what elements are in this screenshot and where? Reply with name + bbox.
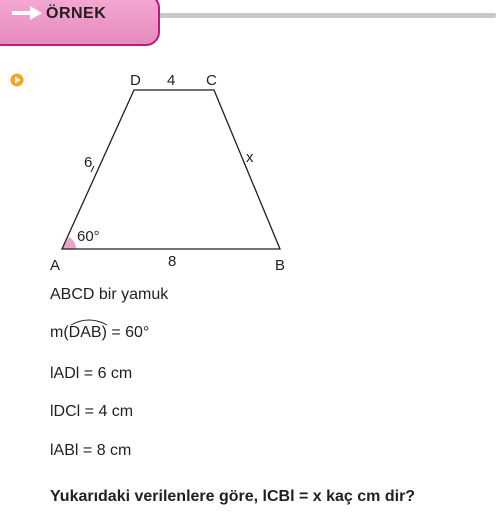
side-dc-label: 4 — [167, 72, 176, 89]
vertex-a-label: A — [50, 257, 61, 274]
vertex-b-label: B — [275, 257, 286, 274]
given-ad: lADl = 6 cm — [50, 365, 133, 382]
example-badge-label: ÖRNEK — [46, 5, 107, 22]
arc-mark — [69, 318, 109, 326]
angle-a-label: 60° — [77, 228, 100, 245]
vertex-d-label: D — [130, 72, 141, 89]
given-angle-suffix: ) = 60° — [101, 324, 150, 341]
given-angle — [50, 325, 149, 341]
given-trapezoid: ABCD bir yamuk — [50, 286, 169, 303]
given-angle-arc — [69, 325, 102, 341]
trapezoid-outline — [62, 90, 280, 249]
vertex-c-label: C — [206, 72, 217, 89]
side-ab-label: 8 — [168, 253, 177, 270]
side-ad-label: 6 — [84, 154, 93, 171]
given-angle-prefix: m( — [50, 324, 69, 341]
given-angle-vertices: DAB — [68, 324, 102, 341]
given-ab: lABl = 8 cm — [50, 442, 132, 459]
side-cb-label: x — [246, 149, 254, 166]
given-dc: lDCl = 4 cm — [50, 403, 134, 420]
question-text: Yukarıdaki verilenlere göre, lCBl = x kaç cm dir? — [50, 488, 416, 505]
